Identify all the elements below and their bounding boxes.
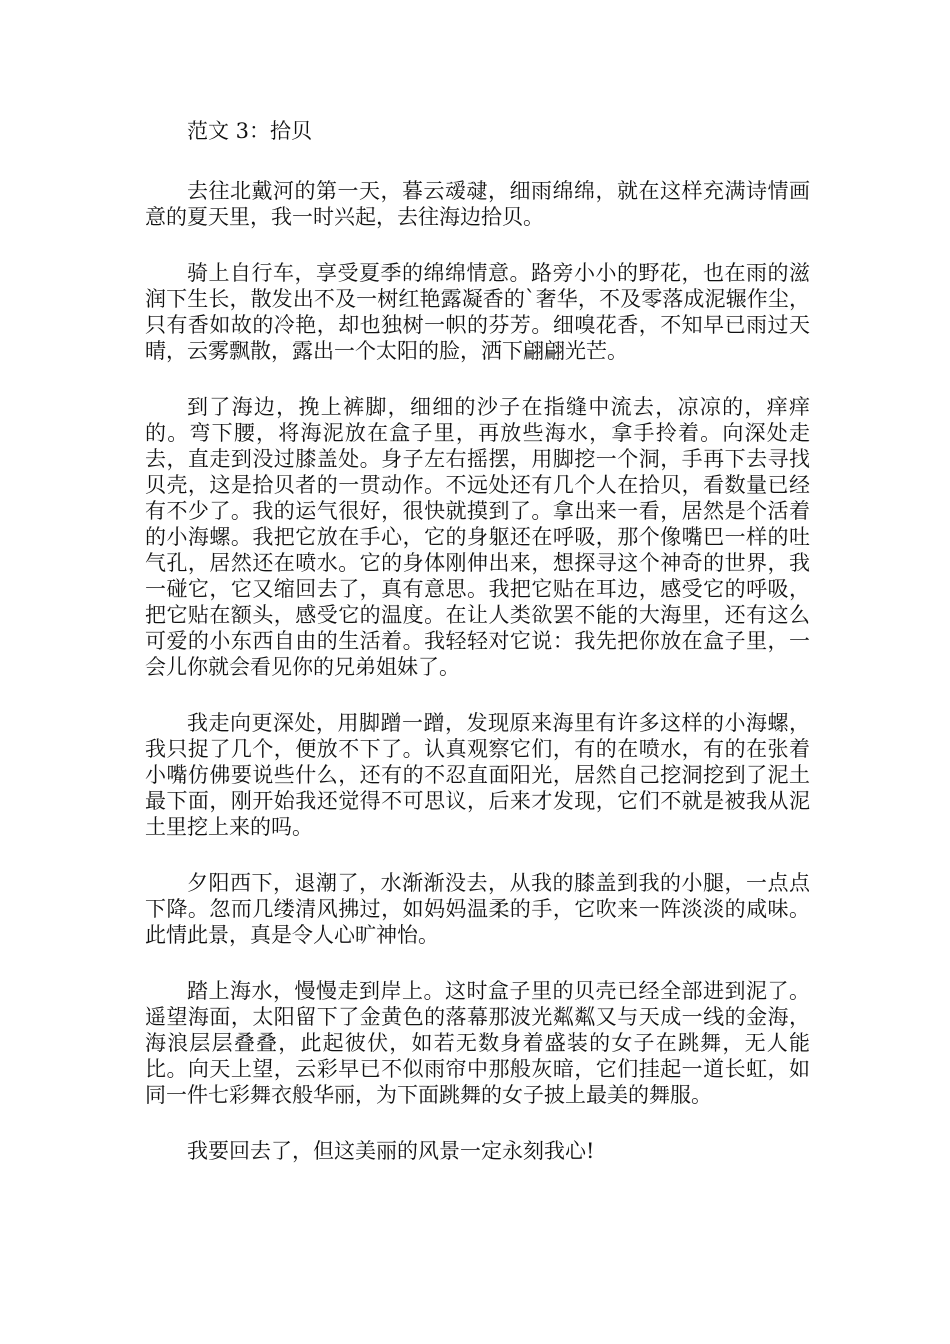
paragraph: 去往北戴河的第一天，暮云叆叇，细雨绵绵，就在这样充满诗情画意的夏天里，我一时兴起，去往海边拾贝。 — [145, 179, 810, 229]
paragraph: 骑上自行车，享受夏季的绵绵情意。路旁小小的野花，也在雨的滋润下生长，散发出不及一树红艳露凝香的`奢华，不及零落成泥辗作尘，只有香如故的冷艳，却也独树一帜的芬芳。细嗅花香，不知早已雨过天晴，云雾飘散，露出一个太阳的脸，洒下翩翩光芒。 — [145, 261, 810, 363]
document-title: 范文 3：拾贝 — [187, 119, 313, 143]
paragraph: 踏上海水，慢慢走到岸上。这时盒子里的贝壳已经全部进到泥了。遥望海面，太阳留下了金黄色的落幕那波光粼粼又与天成一线的金海，海浪层层叠叠，此起彼伏，如若无数身着盛装的女子在跳舞，无人能比。向天上望，云彩早已不似雨帘中那般灰暗，它们挂起一道长虹，如同一件七彩舞衣般华丽，为下面跳舞的女子披上最美的舞服。 — [145, 979, 810, 1107]
document-body — [145, 118, 810, 1194]
paragraph: 到了海边，挽上裤脚，细细的沙子在指缝中流去，凉凉的，痒痒的。弯下腰，将海泥放在盒子里，再放些海水，拿手拎着。向深处走去，直走到没过膝盖处。身子左右摇摆，用脚挖一个洞，手再下去寻找贝壳，这是拾贝者的一贯动作。不远处还有几个人在拾贝，看数量已经有不少了。我的运气很好，很快就摸到了。拿出来一看，居然是个活着的小海螺。我把它放在手心，它的身躯还在呼吸，那个像嘴巴一样的吐气孔，居然还在喷水。它的身体刚伸出来，想探寻这个神奇的世界，我一碰它，它又缩回去了，真有意思。我把它贴在耳边，感受它的呼吸，把它贴在额头，感受它的温度。在让人类欲罢不能的大海里，还有这么可爱的小东西自由的生活着。我轻轻对它说：我先把你放在盒子里，一会儿你就会看见你的兄弟姐妹了。 — [145, 395, 810, 679]
paragraph: 我要回去了，但这美丽的风景一定永刻我心! — [187, 1139, 595, 1163]
paragraph: 我走向更深处，用脚蹭一蹭，发现原来海里有许多这样的小海螺，我只捉了几个，便放不下了。认真观察它们，有的在喷水，有的在张着小嘴仿佛要说些什么，还有的不忍直面阳光，居然自己挖洞挖到了泥土最下面，刚开始我还觉得不可思议，后来才发现，它们不就是被我从泥土里挖上来的吗。 — [145, 711, 810, 839]
paragraph: 夕阳西下，退潮了，水渐渐没去，从我的膝盖到我的小腿，一点点下降。忽而几缕清风拂过，如妈妈温柔的手，它吹来一阵淡淡的咸味。此情此景，真是令人心旷神怡。 — [145, 871, 810, 947]
